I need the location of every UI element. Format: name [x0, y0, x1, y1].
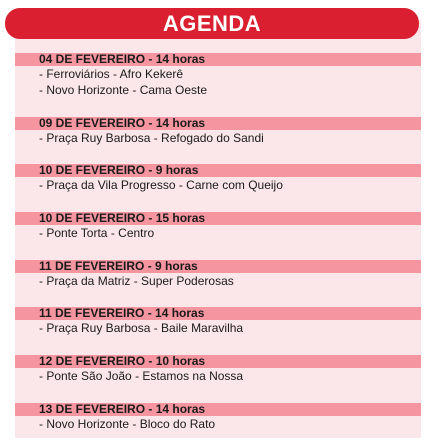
event-entry [15, 403, 421, 432]
event-date: 13 DE FEVEREIRO - 14 horas [15, 403, 421, 416]
event-entry [15, 117, 421, 146]
event-date: 04 DE FEVEREIRO - 14 horas [15, 53, 421, 66]
event-item: - Ponte São João - Estamos na Nossa [39, 369, 244, 383]
event-date: 10 DE FEVEREIRO - 15 horas [15, 212, 421, 225]
event-item: - Praça Ruy Barbosa - Baile Maravilha [39, 321, 244, 335]
event-item: - Novo Horizonte - Bloco do Rato [39, 417, 216, 431]
event-entry [15, 212, 421, 241]
event-item: - Novo Horizonte - Cama Oeste [39, 83, 208, 97]
agenda-title: AGENDA [162, 10, 262, 36]
event-entry [15, 53, 421, 98]
event-item: - Praça da Vila Progresso - Carne com Queijo [39, 178, 283, 192]
event-entry [15, 164, 421, 193]
event-entry [15, 307, 421, 336]
event-date: 11 DE FEVEREIRO - 9 horas [15, 260, 421, 273]
event-date: 10 DE FEVEREIRO - 9 horas [15, 164, 421, 177]
agenda-header [5, 8, 419, 39]
event-entry [15, 355, 421, 384]
event-item: - Ferroviários - Afro Kekerê [39, 67, 184, 81]
event-date: 11 DE FEVEREIRO - 14 horas [15, 307, 421, 320]
event-item: - Ponte Torta - Centro [39, 226, 155, 240]
event-date: 09 DE FEVEREIRO - 14 horas [15, 117, 421, 130]
event-entry [15, 260, 421, 289]
event-date: 12 DE FEVEREIRO - 10 horas [15, 355, 421, 368]
event-item: - Praça Ruy Barbosa - Refogado do Sandi [39, 131, 264, 145]
event-item: - Praça da Matriz - Super Poderosas [39, 274, 234, 288]
